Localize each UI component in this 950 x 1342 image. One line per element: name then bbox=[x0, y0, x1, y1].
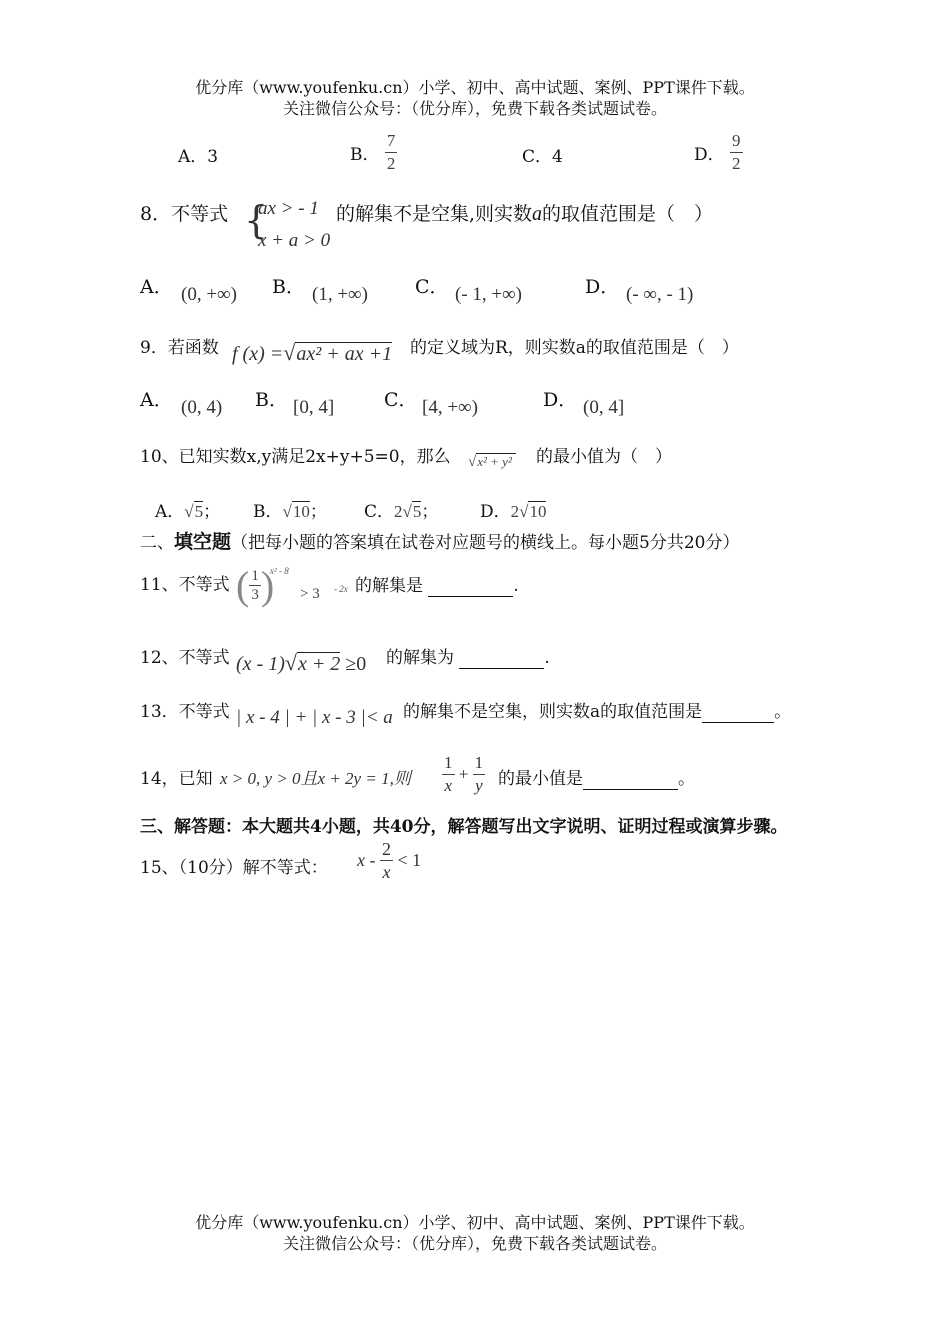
q7-option-d-label: D． bbox=[694, 145, 725, 165]
q11-text: 的解集是 bbox=[355, 576, 423, 596]
q10-option-b-radicand: 10 bbox=[292, 502, 310, 521]
q14-fraction-2 bbox=[473, 752, 486, 797]
q7-option-b-label: B． bbox=[350, 145, 380, 165]
q14-fraction-1 bbox=[442, 752, 455, 797]
q7-option-d-fraction bbox=[730, 130, 743, 175]
q9-function-name: f (x) = bbox=[232, 343, 284, 365]
q8-brace: { bbox=[244, 198, 269, 242]
q10-option-d-radicand: 10 bbox=[529, 502, 547, 521]
q8-text-a: 的解集不是空集,则实数 bbox=[336, 203, 533, 225]
q9-option-c-label: C． bbox=[384, 389, 418, 411]
section-3-heading: 三、解答题：本大题共4小题，共40分，解答题写出文字说明、证明过程或演算步骤。 bbox=[140, 817, 788, 837]
q8-option-a-value: (0, +∞) bbox=[181, 284, 237, 305]
q14-f1-denominator: x bbox=[444, 776, 453, 795]
q14-answer bbox=[498, 764, 695, 790]
q8-option-d-value: (- ∞, - 1) bbox=[626, 284, 694, 305]
q8-option-c-label: C． bbox=[415, 276, 449, 298]
q11-denominator: 3 bbox=[251, 587, 259, 603]
q11-exponent-1: x² - 8 bbox=[270, 566, 289, 576]
q14-f2-numerator: 1 bbox=[473, 752, 486, 775]
q13-answer bbox=[403, 697, 791, 723]
q10-option-d bbox=[480, 497, 546, 522]
q7-b-denominator: 2 bbox=[386, 154, 396, 173]
q10-option-d-sign: √ bbox=[519, 502, 529, 521]
q8-number: 8．不等式 bbox=[140, 203, 229, 225]
q15-expr-a: x - bbox=[357, 850, 376, 870]
q10-radical-sign: √ bbox=[468, 454, 477, 470]
q10-radicand: x² + y² bbox=[476, 453, 516, 470]
q10-radical bbox=[468, 453, 516, 471]
section-2-note: （把每小题的答案填在试卷对应题号的横线上。每小题5分共20分） bbox=[231, 533, 740, 553]
q7-option-c: C．4 bbox=[522, 147, 563, 167]
q12-expr-a: (x - 1) bbox=[236, 653, 285, 675]
q10-option-c-suffix: ； bbox=[421, 502, 439, 522]
q8-option-b-value: (1, +∞) bbox=[312, 284, 368, 305]
q10-option-a bbox=[155, 497, 220, 522]
section-2-title: 填空题 bbox=[174, 531, 232, 553]
q10-option-a-label: A． bbox=[155, 502, 185, 522]
q13-end: 。 bbox=[774, 702, 792, 722]
q14-f1-numerator: 1 bbox=[442, 752, 455, 775]
q12-number: 12、不等式 bbox=[140, 648, 230, 668]
header-line-1: 优分库（www.youfenku.cn）小学、初中、高中试题、案例、PPT课件下载。 bbox=[195, 78, 755, 97]
q11-blank bbox=[428, 576, 513, 597]
q10-text-a: 10、已知实数x,y满足2x+y+5=0，那么 bbox=[140, 447, 451, 467]
q10-option-c-sign: √ bbox=[402, 502, 412, 521]
q12-answer bbox=[386, 643, 550, 669]
q10-option-b-suffix: ； bbox=[309, 502, 327, 522]
q11-fraction bbox=[249, 567, 261, 604]
q9-option-d-value: (0, 4] bbox=[583, 397, 625, 418]
q10-option-b-label: B． bbox=[253, 502, 283, 522]
q11-expression bbox=[236, 562, 274, 609]
q9-option-c-value: [4, +∞) bbox=[422, 397, 478, 418]
q11-number: 11、不等式 bbox=[140, 575, 230, 595]
q8-option-d-label: D． bbox=[585, 276, 620, 298]
q12-text: 的解集为 bbox=[386, 648, 454, 668]
q12-expression bbox=[236, 650, 366, 676]
q15-fraction bbox=[380, 838, 393, 883]
q7-d-numerator: 9 bbox=[730, 130, 743, 153]
q14-condition: x > 0, y > 0且x + 2y = 1,则 bbox=[220, 769, 411, 788]
q12-radical-sign: √ bbox=[284, 650, 297, 675]
q14-f2-denominator: y bbox=[475, 776, 483, 795]
q12-blank bbox=[459, 648, 544, 669]
q7-option-b-fraction bbox=[385, 130, 398, 175]
q7-d-denominator: 2 bbox=[732, 154, 741, 173]
q11-rhs: > 3 bbox=[300, 586, 320, 602]
q8-text-b: 的取值范围是（ ） bbox=[542, 203, 714, 225]
q12-end: . bbox=[544, 648, 550, 668]
q11-numerator: 1 bbox=[251, 568, 259, 584]
q9-radical-sign: √ bbox=[283, 340, 296, 365]
q9-text: 的定义域为R，则实数a的取值范围是（ ） bbox=[410, 338, 739, 358]
q11-exponent-2: - 2x bbox=[334, 584, 348, 594]
q7-option-a: A．3 bbox=[178, 147, 219, 167]
q9-function bbox=[232, 340, 392, 366]
q9-number: 9．若函数 bbox=[140, 338, 219, 358]
q11-end: . bbox=[513, 576, 519, 596]
q14-end: 。 bbox=[678, 769, 695, 789]
q14-number: 14，已知 bbox=[140, 769, 213, 789]
q7-option-d bbox=[694, 130, 743, 175]
header-line-2: 关注微信公众号：（优分库），免费下载各类试题试卷。 bbox=[282, 99, 667, 118]
q13-expression: | x - 4 | + | x - 3 |< a bbox=[236, 707, 393, 728]
q8-option-b-label: B． bbox=[272, 276, 305, 298]
q15-numerator: 2 bbox=[381, 839, 391, 859]
q10-option-c bbox=[364, 497, 438, 522]
q10-option-a-suffix: ； bbox=[203, 502, 221, 522]
q13-text: 的解集不是空集，则实数a的取值范围是 bbox=[403, 702, 703, 722]
q14-text: 的最小值是 bbox=[498, 769, 583, 789]
q14-plus: + bbox=[458, 764, 469, 784]
q12-expr-b: ≥0 bbox=[345, 653, 367, 675]
q9-option-a-label: A． bbox=[140, 389, 173, 411]
q11-answer bbox=[355, 571, 519, 597]
q8-option-a-label: A． bbox=[140, 276, 173, 298]
q10-text-b: 的最小值为（ ） bbox=[536, 447, 672, 467]
q8-variable: a bbox=[532, 203, 543, 225]
q15-number: 15、（10分）解不等式： bbox=[140, 858, 328, 878]
q8-system-line-2: x + a > 0 bbox=[258, 230, 331, 251]
q7-b-numerator: 7 bbox=[385, 130, 398, 153]
q9-option-b-value: [0, 4] bbox=[293, 397, 335, 418]
q14-blank bbox=[583, 769, 678, 790]
q8-text bbox=[336, 199, 713, 226]
q9-radicand: ax² + ax +1 bbox=[296, 343, 393, 365]
q10-option-d-coef: 2 bbox=[510, 502, 520, 521]
q15-expr-b: < 1 bbox=[397, 850, 422, 870]
q10-option-b-sign: √ bbox=[282, 502, 292, 521]
section-2-prefix: 二、 bbox=[140, 533, 174, 553]
q11-right-paren: ) bbox=[260, 563, 275, 608]
q7-option-b bbox=[350, 130, 397, 175]
q8-option-c-value: (- 1, +∞) bbox=[455, 284, 522, 305]
q10-option-a-sign: √ bbox=[184, 502, 194, 521]
q10-option-a-radicand: 5 bbox=[194, 502, 204, 521]
section-2-heading bbox=[140, 527, 739, 554]
footer-line-2: 关注微信公众号：（优分库），免费下载各类试题试卷。 bbox=[282, 1234, 667, 1253]
q10-option-c-label: C． bbox=[364, 502, 395, 522]
q11-left-paren: ( bbox=[236, 563, 250, 608]
q12-radicand: x + 2 bbox=[297, 653, 341, 675]
q15-expression bbox=[357, 838, 421, 883]
q13-blank bbox=[702, 702, 774, 723]
q10-option-c-coef: 2 bbox=[394, 502, 403, 521]
q10-option-b bbox=[253, 497, 327, 522]
q10-option-d-label: D． bbox=[480, 502, 511, 522]
footer-line-1: 优分库（www.youfenku.cn）小学、初中、高中试题、案例、PPT课件下载。 bbox=[195, 1213, 755, 1232]
q9-option-d-label: D． bbox=[543, 389, 578, 411]
q14-sum bbox=[442, 752, 485, 797]
q13-number: 13．不等式 bbox=[140, 702, 230, 722]
q10-option-c-radicand: 5 bbox=[412, 502, 422, 521]
q8-system-line-1: ax > - 1 bbox=[258, 198, 319, 219]
q15-denominator: x bbox=[382, 862, 391, 882]
q9-option-b-label: B． bbox=[255, 389, 288, 411]
q9-option-a-value: (0, 4) bbox=[181, 397, 223, 418]
